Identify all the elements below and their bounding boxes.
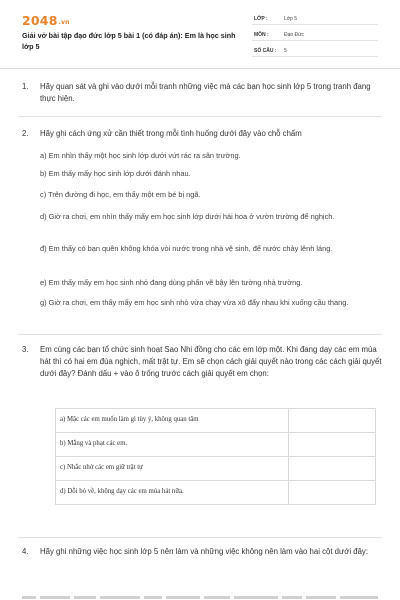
question-divider xyxy=(18,116,382,117)
meta-subject-label: MÔN : xyxy=(254,32,269,38)
option-label: d) Dỗi bỏ về, không dạy các em múa hát nữa. xyxy=(60,488,184,495)
question-3 xyxy=(22,344,382,396)
question-divider xyxy=(18,334,382,335)
question-number: 2. xyxy=(22,129,29,138)
answer-checkbox[interactable] xyxy=(288,433,375,456)
document-title: Giải vở bài tập đạo đức lớp 5 bài 1 (có đáp án): Em là học sinh lớp 5 xyxy=(22,31,236,51)
question-4 xyxy=(22,546,382,574)
document-header xyxy=(0,0,400,68)
logo-text: 2048 xyxy=(22,13,58,28)
option-row[interactable] xyxy=(55,409,376,433)
site-logo[interactable] xyxy=(22,13,70,28)
option-label: a) Mặc các em muốn làm gì tùy ý, không quan tâm xyxy=(60,416,199,423)
question-divider xyxy=(18,537,382,538)
meta-grade-row xyxy=(252,13,378,25)
truncated-next-question xyxy=(22,592,382,600)
situation-item: c) Trên đường đi học, em thấy một em bé bị ngã. xyxy=(40,190,201,199)
situation-item: đ) Em thấy có bạn quên không khóa vòi nước trong nhà vệ sinh, để nước chảy lênh láng. xyxy=(40,244,333,253)
situation-item: d) Giờ ra chơi, em nhìn thấy mấy em học sinh lớp dưới hái hoa ở vườn trường để nghịch. xyxy=(40,212,335,221)
question-text: Hãy ghi những việc học sinh lớp 5 nên làm và những việc không nên làm vào hai cột dưới đây: xyxy=(40,547,368,556)
situation-item: a) Em nhìn thấy một học sinh lớp dưới vứt rác ra sân trường. xyxy=(40,151,241,160)
situation-item: e) Em thấy mấy em học sinh nhỏ đang dùng phấn vẽ bậy lên tường nhà trường. xyxy=(40,278,303,287)
logo-suffix: .vn xyxy=(58,19,70,26)
answer-checkbox[interactable] xyxy=(288,481,375,504)
option-row[interactable] xyxy=(55,457,376,481)
question-text: Hãy quan sát và ghi vào dưới mỗi tranh những việc mà các bạn học sinh lớp 5 trong tranh đang thực hiện. xyxy=(40,82,371,103)
situation-item: b) Em thấy mấy học sinh lớp dưới đánh nhau. xyxy=(40,169,191,178)
situation-item: g) Giờ ra chơi, em thấy mấy em học sinh nhỏ vừa chạy vừa xô đẩy nhau khi xuống cầu thang. xyxy=(40,298,349,307)
option-row[interactable] xyxy=(55,433,376,457)
meta-subject-value: Đạo Đức xyxy=(284,32,305,38)
question-number: 3. xyxy=(22,345,29,354)
meta-grade-value: Lớp 5 xyxy=(284,16,298,22)
option-label: b) Mắng và phạt các em. xyxy=(60,440,128,447)
question-text: Hãy ghi cách ứng xử cần thiết trong mỗi tình huống dưới đây vào chỗ chấm xyxy=(40,129,302,138)
meta-count-label: SỐ CÂU : xyxy=(254,48,277,54)
answer-checkbox[interactable] xyxy=(288,409,375,432)
question-1 xyxy=(22,81,382,109)
answer-checkbox[interactable] xyxy=(288,457,375,480)
header-divider xyxy=(0,68,400,69)
meta-grade-label: LỚP : xyxy=(254,16,268,22)
question-number: 1. xyxy=(22,82,29,91)
question-2 xyxy=(22,128,382,142)
option-row[interactable] xyxy=(55,481,376,505)
meta-count-value: 5 xyxy=(284,48,287,54)
question-text: Em cùng các bạn tổ chức sinh hoạt Sao Nhi đồng cho các em lớp một. Khi đang dạy các em múa hát thì có hai em đùa nghịch, mất trật tự. Em sẽ chọn cách giải quyết nào trong các cách giải quyết dưới đây? Đánh dấu + vào ô trống trước cách giải quyết em chọn: xyxy=(40,345,382,378)
option-label: c) Nhắc nhở các em giữ trật tự xyxy=(60,464,143,471)
question-number: 4. xyxy=(22,547,29,556)
options-table xyxy=(55,408,376,505)
meta-count-row xyxy=(252,45,378,57)
meta-subject-row xyxy=(252,29,378,41)
